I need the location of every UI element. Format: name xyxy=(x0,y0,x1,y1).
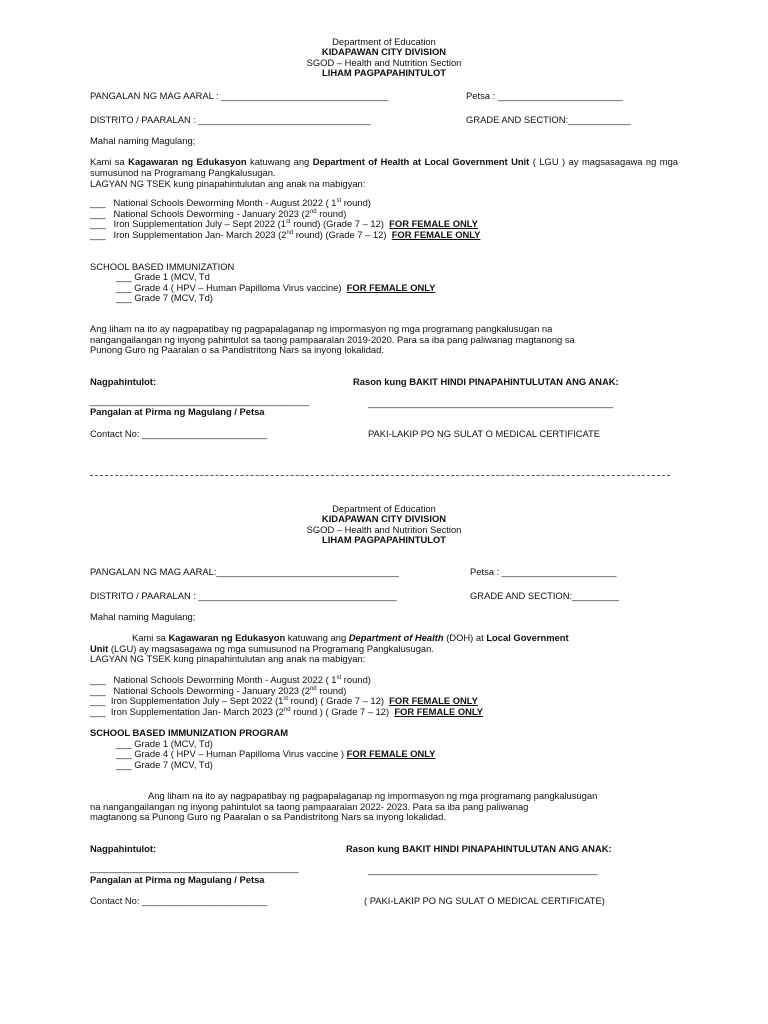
intro-deped: Kagawaran ng Edukasyon xyxy=(168,632,286,643)
ordinal-suffix: nd xyxy=(283,706,291,713)
header-section: SGOD – Health and Nutrition Section xyxy=(306,57,462,68)
intro-text: Kami sa xyxy=(132,632,169,643)
intro-lgu: Local Government xyxy=(486,632,569,643)
signature-label: Pangalan at Pirma ng Magulang / Petsa xyxy=(90,406,265,417)
immunization-text: ___ Grade 1 (MCV, Td xyxy=(116,271,210,282)
program-item[interactable] xyxy=(90,706,483,717)
student-name-field[interactable]: PANGALAN NG MAG AARAL:___________________________________ xyxy=(90,566,399,577)
program-text: round) xyxy=(316,208,347,219)
check-blank[interactable]: ___ xyxy=(90,197,106,208)
program-text: National Schools Deworming Month - August 2022 ( 1 xyxy=(113,197,337,208)
program-text: National Schools Deworming Month - August 2022 ( 1 xyxy=(113,674,337,685)
consent-label: Nagpahintulot: xyxy=(90,843,157,854)
female-only-tag: FOR FEMALE ONLY xyxy=(346,282,436,293)
intro-text: katuwang ang xyxy=(285,632,349,643)
check-instruction: LAGYAN NG TSEK kung pinapahintulutan ang anak na mabigyan: xyxy=(90,178,366,189)
ordinal-suffix: nd xyxy=(309,208,317,215)
signature-blank[interactable]: ________________________________________ xyxy=(90,862,299,873)
program-text: round ) ( Grade 7 – 12) xyxy=(290,706,390,717)
program-item[interactable] xyxy=(90,695,478,706)
closing-line: Ang liham na ito ay nagpapatibay ng pagpapalaganap ng impormasyon ng mga programang pangkalusugan xyxy=(148,790,598,801)
check-instruction: LAGYAN NG TSEK kung pinapahintulutan ang anak na mabigyan: xyxy=(90,653,366,664)
female-only-tag: FOR FEMALE ONLY xyxy=(389,695,478,706)
reason-label: Rason kung BAKIT HINDI PINAPAHINTULUTAN ANG ANAK: xyxy=(346,843,612,854)
student-name-field[interactable]: PANGALAN NG MAG AARAL : ________________________________ xyxy=(90,90,389,101)
header-department: Department of Education xyxy=(332,503,436,514)
immunization-item[interactable] xyxy=(116,271,210,282)
reason-blank[interactable]: ____________________________________________ xyxy=(368,864,598,875)
program-text: round) xyxy=(316,685,347,696)
program-text: round) ( Grade 7 – 12) xyxy=(288,695,384,706)
salutation: Mahal naming Magulang; xyxy=(90,611,196,622)
check-blank[interactable]: ___ xyxy=(90,685,106,696)
consent-label: Nagpahintulot: xyxy=(90,376,157,387)
check-blank[interactable]: ___ xyxy=(90,229,106,240)
immunization-text: ___ Grade 4 ( HPV – Human Papilloma Virus vaccine ) xyxy=(116,748,345,759)
immunization-item[interactable] xyxy=(116,292,213,303)
check-blank[interactable]: ___ xyxy=(90,218,106,229)
ordinal-suffix: st xyxy=(336,197,342,204)
program-item[interactable] xyxy=(90,229,480,240)
intro-line-1 xyxy=(132,632,569,643)
program-text: round) (Grade 7 – 12) xyxy=(293,229,387,240)
header-division: KIDAPAWAN CITY DIVISION xyxy=(321,513,447,524)
district-field[interactable]: DISTRITO / PAARALAN : _________________________________ xyxy=(90,114,371,125)
ordinal-suffix: st xyxy=(283,695,289,702)
intro-text: ( LGU ) ay magsasagawa ng mga sumusunod na Programang Pangkalusugan. xyxy=(90,156,678,179)
reason-blank[interactable]: _______________________________________________ xyxy=(368,397,614,408)
program-text: round) (Grade 7 – 12) xyxy=(290,218,384,229)
grade-section-field[interactable]: GRADE AND SECTION:_________ xyxy=(470,590,620,601)
date-field[interactable]: Petsa : ________________________ xyxy=(466,90,623,101)
date-field[interactable]: Petsa : ______________________ xyxy=(470,566,617,577)
immunization-item[interactable] xyxy=(116,748,435,759)
female-only-tag: FOR FEMALE ONLY xyxy=(394,706,484,717)
intro-text: katuwang ang xyxy=(246,156,313,167)
check-blank[interactable]: ___ xyxy=(90,695,106,706)
program-text: Iron Supplementation Jan- March 2023 (2 xyxy=(113,229,287,240)
closing-line: Ang liham na ito ay nagpapatibay ng pagpapalaganap ng impormasyon ng mga programang pangkalusugan na xyxy=(90,323,553,334)
check-blank[interactable]: ___ xyxy=(90,706,106,717)
contact-field[interactable]: Contact No: ________________________ xyxy=(90,428,268,439)
female-only-tag: FOR FEMALE ONLY xyxy=(389,218,478,229)
female-only-tag: FOR FEMALE ONLY xyxy=(346,748,436,759)
ordinal-suffix: st xyxy=(336,674,342,681)
program-item[interactable] xyxy=(90,197,371,208)
immunization-text: ___ Grade 1 (MCV, Td) xyxy=(116,738,213,749)
immunization-text: ___ Grade 4 ( HPV – Human Papilloma Virus vaccine) xyxy=(116,282,342,293)
header-title: LIHAM PAGPAPAHINTULOT xyxy=(322,67,446,78)
cut-line-divider xyxy=(90,475,670,476)
signature-blank[interactable]: __________________________________________ xyxy=(90,395,309,406)
program-text: Iron Supplementation Jan- March 2023 (2 xyxy=(110,706,284,717)
program-item[interactable] xyxy=(90,674,371,685)
check-blank[interactable]: ___ xyxy=(90,208,106,219)
header-title: LIHAM PAGPAPAHINTULOT xyxy=(322,534,446,545)
reason-label: Rason kung BAKIT HINDI PINAPAHINTULUTAN ANG ANAK: xyxy=(353,376,619,387)
intro-text: Kami sa xyxy=(90,156,129,167)
header-division: KIDAPAWAN CITY DIVISION xyxy=(321,46,447,57)
intro-doh-lgu: Department of Health at Local Government Unit xyxy=(312,156,530,167)
program-text: Iron Supplementation July – Sept 2022 (1 xyxy=(113,218,286,229)
closing-line: na nangangailangan ng inyong pahintulot sa taong pampaaralan 2022- 2023. Para sa iba pang paliwanag xyxy=(90,801,529,812)
intro-text: (DOH) at xyxy=(443,632,487,643)
intro-doh: Department of Health xyxy=(348,632,444,643)
intro-paragraph xyxy=(90,156,678,179)
closing-line: magtanong sa Punong Guro ng Paaralan o sa Pandistritong Nars sa inyong lokalidad. xyxy=(90,811,446,822)
female-only-tag: FOR FEMALE ONLY xyxy=(391,229,481,240)
program-text: National Schools Deworming - January 2023 (2 xyxy=(113,685,310,696)
intro-lgu: Unit xyxy=(90,643,109,654)
immunization-heading: SCHOOL BASED IMMUNIZATION PROGRAM xyxy=(90,727,289,738)
attach-note: PAKI-LAKIP PO NG SULAT O MEDICAL CERTIFICATE xyxy=(368,428,600,439)
district-field[interactable]: DISTRITO / PAARALAN : ______________________________________ xyxy=(90,590,397,601)
ordinal-suffix: nd xyxy=(309,685,317,692)
program-text: National Schools Deworming - January 2023 (2 xyxy=(113,208,310,219)
program-item[interactable] xyxy=(90,218,478,229)
intro-text: (LGU) ay magsasagawa ng mga sumusunod na Programang Pangkalusugan. xyxy=(108,643,434,654)
immunization-text: ___ Grade 7 (MCV, Td) xyxy=(116,292,213,303)
closing-line: nangangailangan ng inyong pahintulot sa taong pampaaralan 2019-2020. Para sa iba pang paliwanag magtanong sa xyxy=(90,334,575,345)
immunization-text: ___ Grade 7 (MCV, Td) xyxy=(116,759,213,770)
program-text: round) xyxy=(341,197,371,208)
header-department: Department of Education xyxy=(332,36,436,47)
contact-field[interactable]: Contact No: ________________________ xyxy=(90,895,268,906)
check-blank[interactable]: ___ xyxy=(90,674,106,685)
immunization-item[interactable] xyxy=(116,759,213,770)
ordinal-suffix: nd xyxy=(286,229,294,236)
closing-line: Punong Guro ng Paaralan o sa Pandistritong Nars sa inyong lokalidad. xyxy=(90,344,384,355)
grade-section-field[interactable]: GRADE AND SECTION:____________ xyxy=(466,114,631,125)
signature-label: Pangalan at Pirma ng Magulang / Petsa xyxy=(90,874,265,885)
intro-deped: Kagawaran ng Edukasyon xyxy=(128,156,247,167)
immunization-heading: SCHOOL BASED IMMUNIZATION xyxy=(90,261,235,272)
program-text: round) xyxy=(341,674,371,685)
salutation: Mahal naming Magulang; xyxy=(90,135,196,146)
ordinal-suffix: st xyxy=(286,218,291,225)
header-section: SGOD – Health and Nutrition Section xyxy=(306,524,462,535)
program-text: Iron Supplementation July – Sept 2022 (1 xyxy=(110,695,284,706)
attach-note: ( PAKI-LAKIP PO NG SULAT O MEDICAL CERTIFICATE) xyxy=(364,895,605,906)
